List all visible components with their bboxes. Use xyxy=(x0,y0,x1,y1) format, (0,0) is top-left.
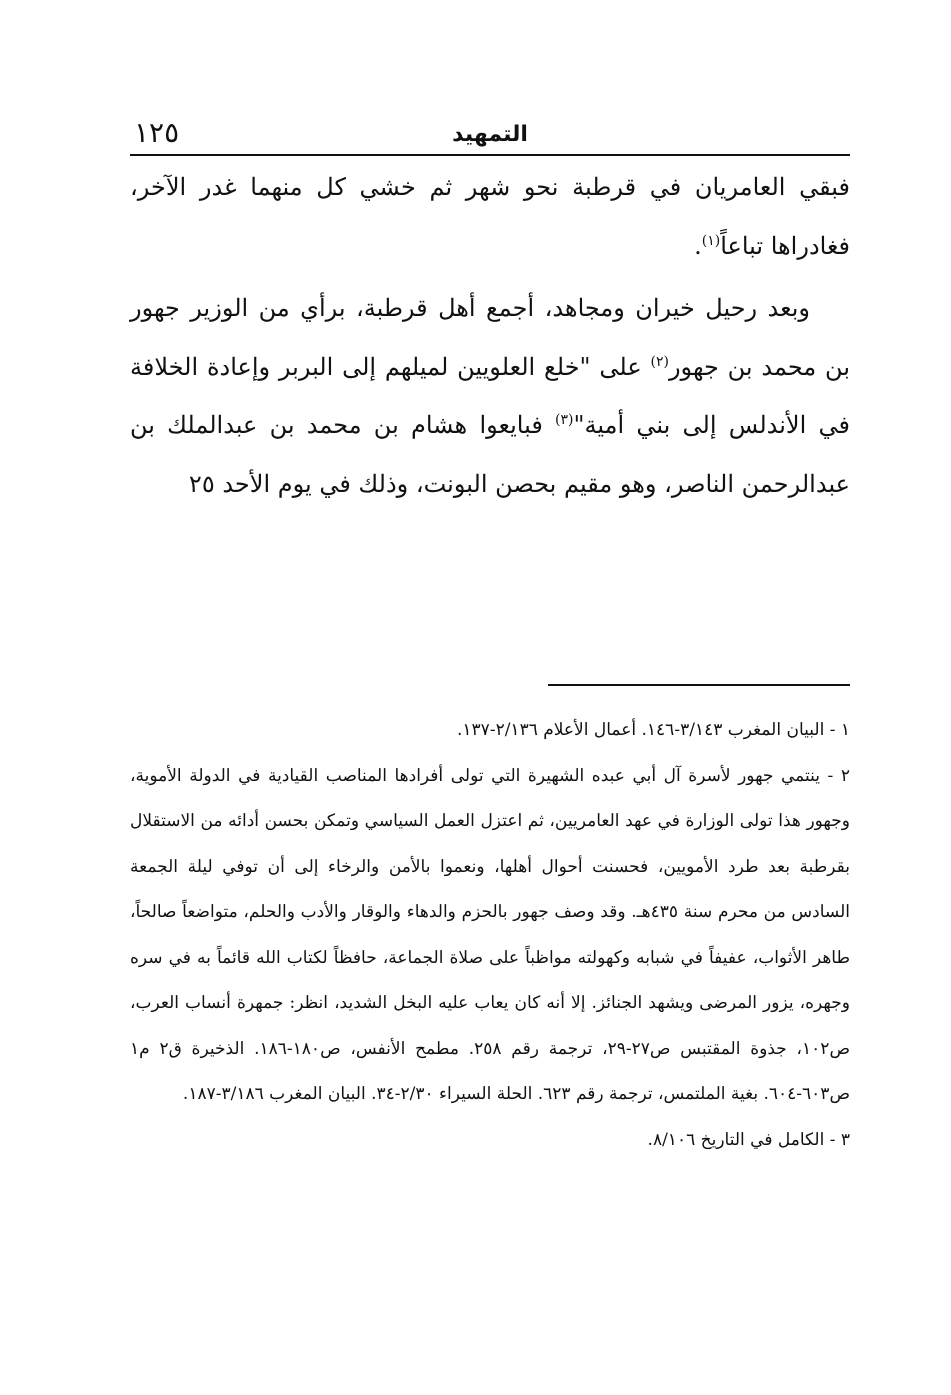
paragraph-2-text-a: وبعد رحيل خيران ومجاهد، أجمع أهل قرطبة، برأي من الوزير جهور بن محمد بن جهور xyxy=(130,294,850,381)
paragraph-2-text-c: فبايعوا هشام بن محمد بن عبدالملك بن عبدالرحمن الناصر، وهو مقيم بحصن البونت، وذلك في يوم الأحد ٢٥ xyxy=(130,411,850,498)
footnote-2: ٢ - ينتمي جهور لأسرة آل أبي عبده الشهيرة التي تولى أفرادها المناصب القيادية في الدولة الأموية، وجهور هذا تولى الوزارة في عهد العامريين، ثم اعتزل العمل السياسي وتمكن بحسن أدائه من الاستقلال بقرطبة بعد طرد الأمويين، فحسنت أحوال أهلها، ونعموا بالأمن والرخاء إلى أن توفي ليلة الجمعة السادس من محرم سنة ٤٣٥هـ. وقد وصف جهور بالحزم والدهاء والوقار والأدب والحلم، متواضعاً صالحاً، طاهر الأثواب، عفيفاً في شبابه وكهولته مواظباً على صلاة الجماعة، حافظاً لكتاب الله قائماً به في سره وجهره، يزور المرضى ويشهد الجنائز. إلا أنه كان يعاب عليه البخل الشديد، انظر: جمهرة أنساب العرب، ص١٠٢، جذوة المقتبس ص٢٧-٢٩، ترجمة رقم ٢٥٨. مطمح الأنفس، ص١٨٠-١٨٦. الذخيرة ق٢ م١ ص٦٠٣-٦٠٤. بغية الملتمس، ترجمة رقم ٦٢٣. الحلة السيراء ٢/٣٠-٣٤. البيان المغرب ٣/١٨٦-١٨٧. xyxy=(130,765,850,1104)
footnote-3: ٣ - الكامل في التاريخ ٨/١٠٦. xyxy=(647,1129,850,1150)
paragraph-2 xyxy=(130,279,850,513)
footnotes xyxy=(130,708,850,1163)
page-number: ١٢٥ xyxy=(134,116,180,149)
page-header xyxy=(130,112,850,156)
running-title: التمهيد xyxy=(452,122,528,147)
footnote-1: ١ - البيان المغرب ٣/١٤٣-١٤٦. أعمال الأعلام ٢/١٣٦-١٣٧. xyxy=(457,720,850,740)
footnote-separator xyxy=(548,684,850,686)
footnote-ref-3: (٣) xyxy=(555,412,574,428)
paragraph-2-text-b: على "خلع العلويين لميلهم إلى البربر وإعادة الخلافة في الأندلس إلى بني أمية" xyxy=(130,352,850,439)
main-text xyxy=(130,158,850,513)
paragraph-1 xyxy=(130,158,850,275)
footnote-ref-1: (١) xyxy=(701,232,721,249)
paragraph-1-end: . xyxy=(694,231,702,260)
footnote-ref-2: (٢) xyxy=(650,353,669,370)
paragraph-1-text: فبقي العامريان في قرطبة نحو شهر ثم خشي كل منهما غدر الآخر، فغادراها تباعاً xyxy=(130,173,850,260)
